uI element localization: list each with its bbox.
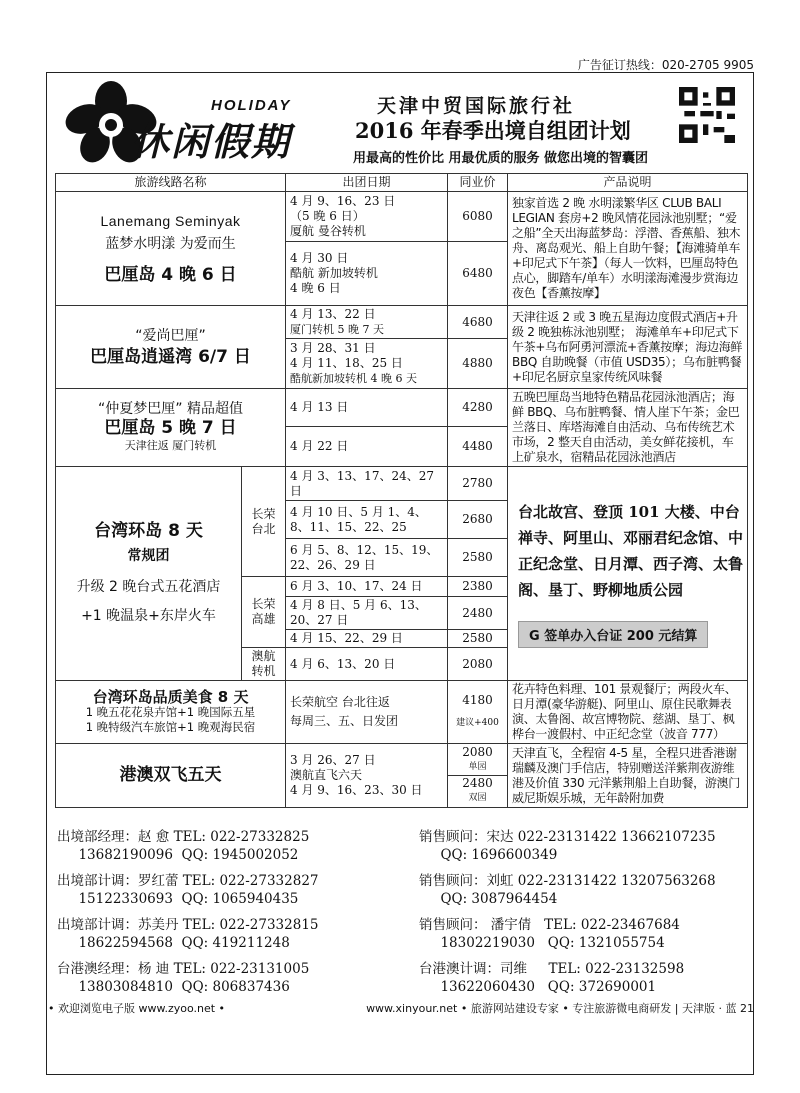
table-row xyxy=(56,681,748,744)
contact-line: 15122330693 QQ: 1065940435 xyxy=(57,891,299,907)
departure-dates: 4 月 6、13、20 日 xyxy=(286,648,448,681)
departure-dates: 3 月 26、27 日 澳航直飞六天 4 月 9、16、23、30 日 xyxy=(286,744,448,808)
product-description: 独家首选 2 晚 水明漾繁华区 CLUB BALI LEGIAN 套房+2 晚风情花园泳池别墅；“爱之船”全天出海蓝梦岛：浮潜、香蕉船、独木舟、离岛观光、船上自助午餐；【海滩骑单车+印尼式下午茶】（每人一饮料，巴厘岛特色点心，脚踏车/单车）水明漾海滩漫步赏海边夜色【香薰按摩】 xyxy=(508,192,748,306)
price: 4680 xyxy=(448,306,508,339)
price: 6480 xyxy=(448,242,508,306)
contact-line: 出境部计调：苏美丹 TEL: 022-27332815 xyxy=(57,917,319,933)
contact-line: 18302219030 QQ: 1321055754 xyxy=(419,935,665,951)
price: 2380 xyxy=(448,577,508,597)
route-bali-3: “仲夏梦巴厘” 精品超值 巴厘岛 5 晚 7 日 天津往返 厦门转机 xyxy=(56,389,286,467)
price: 4180 建议+400 xyxy=(448,681,508,744)
departure-dates: 4 月 30 日 酷航 新加坡转机 4 晚 6 日 xyxy=(286,242,448,306)
col-desc: 产品说明 xyxy=(508,174,748,192)
departure-dates: 6 月 5、8、12、15、19、22、26、29 日 xyxy=(286,539,448,577)
contact-line: 销售顾问：宋达 022-23131422 13662107235 xyxy=(419,829,716,845)
region-taipei: 长荣 台北 xyxy=(242,467,286,577)
price: 2580 xyxy=(448,630,508,648)
contact-line: 13622060430 QQ: 372690001 xyxy=(419,979,657,995)
price: 2080 xyxy=(448,648,508,681)
route-bali-1: Lanemang Seminyak 蓝梦水明漾 为爱而生 巴厘岛 4 晚 6 日 xyxy=(56,192,286,306)
region-transfer: 澳航 转机 xyxy=(242,648,286,681)
table-row xyxy=(56,467,748,501)
contact-line: QQ: 1696600349 xyxy=(419,847,558,863)
departure-dates: 6 月 3、10、17、24 日 xyxy=(286,577,448,597)
price: 2680 xyxy=(448,501,508,539)
logo-english: HOLIDAY xyxy=(211,97,292,114)
contact-line: 13803084810 QQ: 806837436 xyxy=(57,979,290,995)
qr-code-icon xyxy=(679,87,735,143)
contacts-right xyxy=(419,825,779,1001)
logo-chinese: 休闲假期 xyxy=(131,119,292,164)
price: 2780 xyxy=(448,467,508,501)
departure-dates: 4 月 8 日、5 月 6、13、20、27 日 xyxy=(286,597,448,630)
price: 2080 单园 2480 双园 xyxy=(448,744,508,808)
region-kaohsiung: 长荣 高雄 xyxy=(242,577,286,648)
table-row xyxy=(56,306,748,339)
ad-hotline: 广告征订热线：020-2705 9905 xyxy=(577,58,754,72)
visa-note: G 签单办入台证 200 元结算 xyxy=(518,621,708,648)
departure-dates: 3 月 28、31 日 4 月 11、18、25 日 酷航新加坡转机 4 晚 6 天 xyxy=(286,339,448,389)
departure-dates: 4 月 3、13、17、24、27 日 xyxy=(286,467,448,501)
price: 4280 xyxy=(448,389,508,427)
page-footer xyxy=(48,1000,754,1016)
price: 4480 xyxy=(448,427,508,467)
route-hk-macau: 港澳双飞五天 xyxy=(56,744,286,808)
departure-dates: 4 月 10 日、5 月 1、4、8、11、15、22、25 xyxy=(286,501,448,539)
product-description: 天津往返 2 或 3 晚五星海边度假式酒店+升级 2 晚独栋泳池别墅； 海滩单车+印尼式下午茶+乌布阿勇河漂流+香薰按摩；海边海鲜 BBQ 自助晚餐（市值 USD35）；乌布脏鸭餐+印尼名厨京皇家传统风味餐 xyxy=(508,306,748,389)
contact-line: 销售顾问：刘虹 022-23131422 13207563268 xyxy=(419,873,716,889)
col-price: 同业价 xyxy=(448,174,508,192)
departure-dates: 4 月 15、22、29 日 xyxy=(286,630,448,648)
table-row xyxy=(56,744,748,808)
departure-dates: 4 月 9、16、23 日 （5 晚 6 日） 厦航 曼谷转机 xyxy=(286,192,448,242)
price: 6080 xyxy=(448,192,508,242)
table-row xyxy=(56,389,748,427)
product-description: 五晚巴厘岛当地特色精品花园泳池酒店；海鲜 BBQ、乌布脏鸭餐、情人崖下午茶；金巴兰落日、库塔海滩自由活动、乌布传统艺术市场，2 整天自由活动，美女鲜花接机，车上矿泉水，宿精品花园泳池酒店 xyxy=(508,389,748,467)
contact-line: 台港澳计调：司维 TEL: 022-23132598 xyxy=(419,961,685,977)
route-taiwan: 台湾环岛 8 天 常规团 升级 2 晚台式五花酒店 +1 晚温泉+东岸火车 xyxy=(56,467,242,681)
col-date: 出团日期 xyxy=(286,174,448,192)
contact-line: 出境部经理：赵 愈 TEL: 022-27332825 xyxy=(57,829,310,845)
product-description: 花卉特色料理、101 景观餐厅；两段火车、日月潭(豪华游艇)、阿里山、原住民歌舞表演、太鲁阁、故宫博物院、慈湖、垦丁、枫桦台一渡假村、中正纪念堂（波音 777） xyxy=(508,681,748,744)
page-frame xyxy=(46,72,754,1075)
tour-table xyxy=(55,173,748,808)
page-title: 2016 年春季出境自组团计划 xyxy=(355,118,631,143)
col-route: 旅游线路名称 xyxy=(56,174,286,192)
price: 2480 xyxy=(448,597,508,630)
logo xyxy=(61,79,331,165)
footer-left: • 欢迎浏览电子版 www.zyoo.net • xyxy=(48,1002,226,1015)
route-taiwan-gourmet: 台湾环岛品质美食 8 天 1 晚五花花泉卉馆+1 晚国际五星 1 晚特级汽车旅馆+1 晚观海民宿 xyxy=(56,681,286,744)
departure-dates: 4 月 13 日 xyxy=(286,389,448,427)
contact-line: 18622594568 QQ: 419211248 xyxy=(57,935,290,951)
contact-line: 台港澳经理：杨 迪 TEL: 022-23131005 xyxy=(57,961,310,977)
price: 4880 xyxy=(448,339,508,389)
contact-line: 销售顾问： 潘宇倩 TEL: 022-23467684 xyxy=(419,917,680,933)
table-header xyxy=(56,174,748,192)
contacts-left xyxy=(57,825,417,1001)
contact-line: 出境部计调：罗红蕾 TEL: 022-27332827 xyxy=(57,873,319,889)
departure-dates: 4 月 22 日 xyxy=(286,427,448,467)
table-row xyxy=(56,192,748,242)
product-description: 台北故宫、登顶 101 大楼、中台禅寺、阿里山、邓丽君纪念馆、中正纪念堂、日月潭、西子湾、太鲁阁、垦丁、野柳地质公园 G 签单办入台证 200 元结算 xyxy=(508,467,748,681)
contact-line: 13682190096 QQ: 1945002052 xyxy=(57,847,299,863)
contact-line: QQ: 3087964454 xyxy=(419,891,558,907)
agency-name: 天津中贸国际旅行社 xyxy=(377,95,576,117)
slogan: 用最高的性价比 用最优质的服务 做您出境的智囊团 xyxy=(353,151,649,166)
footer-right: www.xinyour.net • 旅游网站建设专家 • 专注旅游微电商研发 | 天津版 · 蓝 21 xyxy=(366,1002,754,1015)
product-description: 天津直飞，全程宿 4-5 星，全程只进香港谢瑞麟及澳门手信店，特别赠送洋紫荆夜游维港及价值 330 元洋紫荆船上自助餐，游澳门威尼斯娱乐城，无年龄附加费 xyxy=(508,744,748,808)
departure-dates: 4 月 13、22 日 厦门转机 5 晚 7 天 xyxy=(286,306,448,339)
departure-dates: 长荣航空 台北往返 每周三、五、日发团 xyxy=(286,681,448,744)
price: 2580 xyxy=(448,539,508,577)
route-bali-2: “爱尚巴厘” 巴厘岛逍遥湾 6/7 日 xyxy=(56,306,286,389)
